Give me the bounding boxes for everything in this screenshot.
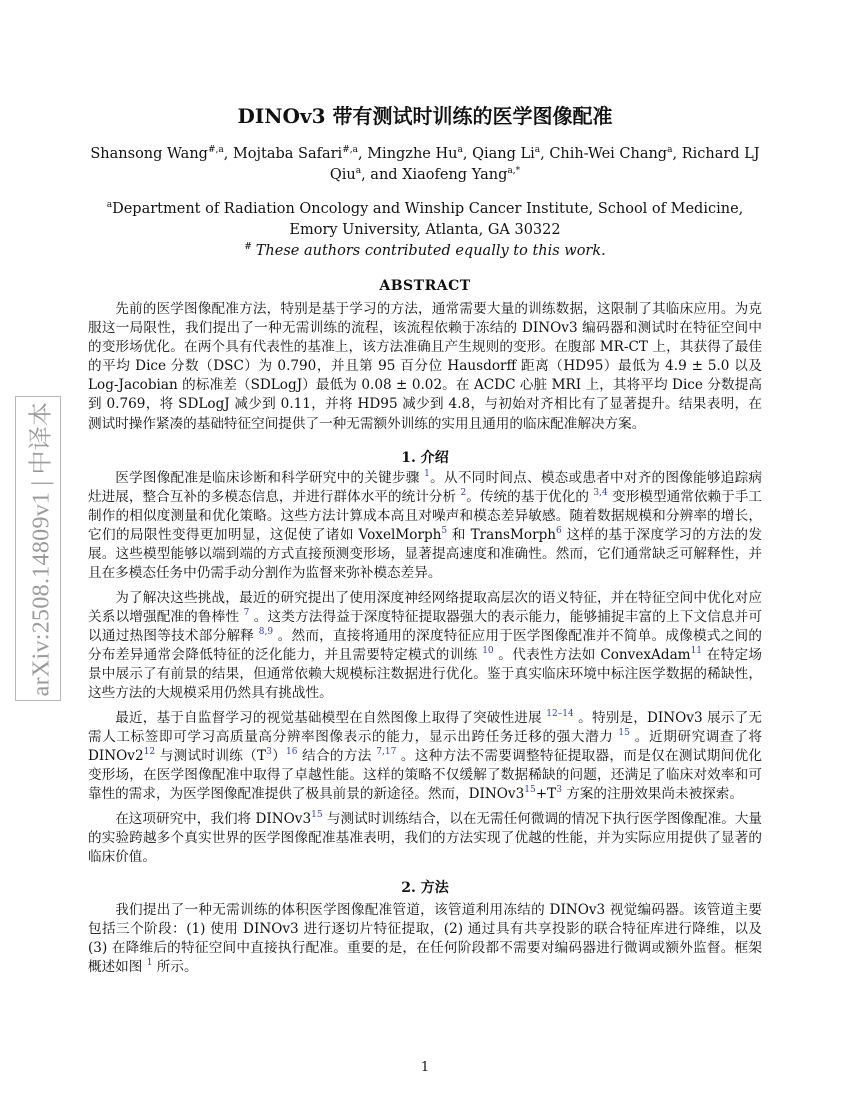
paragraph: 我们提出了一种无需训练的体积医学图像配准管道，该管道利用冻结的 DINOv3 视觉编码器。该管道主要包括三个阶段：(1) 使用 DINOv3 进行逐切片特征提取，(2) 通过具有共享投影的联合特征库进行降维，以及 (3) 在降维后的特征空间中直接执行配准。重要的是，在任何阶段都不需要对编码器进行微调或额外监督。框架概述如图 $^1$ 所示。 [88, 902, 762, 975]
citation-link[interactable]: 3 [266, 747, 272, 757]
citation-link[interactable]: 2 [460, 488, 467, 498]
author-list: Shansong Wang$^{\#,a}$, Mojtaba Safari$^{\#,a}$, Mingzhe Hu$^a$, Qiang Li$^a$, Chih-Wei Chang$^a$, Richard LJ Qiu$^a$, and Xiaofeng Yang$^{a,*}$ [90, 145, 760, 183]
affiliation-block [88, 199, 762, 262]
abstract-heading: ABSTRACT [379, 278, 471, 294]
citation-link[interactable]: 3,4 [593, 488, 608, 498]
note-mark: # [244, 242, 252, 252]
citation-link[interactable]: 15 [618, 728, 630, 738]
citation-link[interactable]: 12–14 [546, 709, 574, 719]
section-1-heading: 1. 介绍 [401, 450, 449, 466]
author-name: Mojtaba Safari [232, 146, 343, 162]
author-affil-mark: #,a [342, 145, 358, 155]
citation-link[interactable]: 15 [311, 810, 323, 820]
citation-link[interactable]: 16 [286, 747, 298, 757]
paragraph: 医学图像配准是临床诊断和科学研究中的关键步骤 $^1$。从不同时间点、模态或患者中对齐的图像能够追踪病灶进展，整合互补的多模态信息，并进行群体水平的统计分析 $^2$。传统的基于优化的 $^{3,4}$ 变形模型通常依赖于手工制作的相似度测量和优化策略。这些方法计算成本高且对噪声和模态差异敏感。随着数据规模和分辨率的增长，它们的局限性变得更加明显，这促使了诸如 VoxelMorph$^5$ 和 TransMorph$^6$ 这样的基于深度学习的方法的发展。这些模型能够以端到端的方式直接预测变形场，显著提高速度和准确性。然而，它们通常缺乏可解释性，并且在多模态任务中仍需手动分割作为监督来弥补模态差异。 [88, 469, 762, 581]
paragraph: 为了解决这些挑战，最近的研究提出了使用深度神经网络提取高层次的语义特征，并在特征空间中优化对应关系以增强配准的鲁棒性 $^7$ 。这类方法得益于深度特征提取器强大的表示能力，能够捕捉丰富的上下文信息并可以通过热图等技术部分解释 $^{8,9}$ 。然而，直接将通用的深度特征应用于医学图像配准并不简单。成像模式之间的分布差异通常会降低特征的泛化能力，并且需要特定模式的训练 $^{10}$ 。代表性方法如 ConvexAdam$^{11}$ 在特定场景中展示了有前景的结果，但通常依赖大规模标注数据进行优化。鉴于真实临床环境中标注医学数据的稀缺性，这些方法的大规模采用仍然具有挑战性。 [88, 590, 763, 701]
affiliation-text: Department of Radiation Oncology and Winship Cancer Institute, School of Medicine, Emory University, Atlanta, GA 30322 [112, 201, 744, 238]
abstract-text: 先前的医学图像配准方法，特别是基于学习的方法，通常需要大量的训练数据，这限制了其临床应用。为克服这一局限性，我们提出了一种无需训练的流程，该流程依赖于冻结的 DINOv3 编码器和测试时在特征空间中的变形场优化。在两个具有代表性的基准上，该方法准确且产生规则的变形。在腹部 MR-CT 上，其获得了最佳的平均 Dice 分数（DSC）为 0.790，并且第 95 百分位 Hausdorff 距离（HD95）最低为 4.9 ± 5.0 以及 Log-Jacobian 的标准差（SDLogJ）最低为 0.08 ± 0.02。在 ACDC 心脏 MRI 上，其将平均 Dice 分数提高到 0.769，将 SDLogJ 减少到 0.11，并将 HD95 减少到 4.8，与初始对齐相比有了显著提升。结果表明，在测试时操作紧凑的基础特征空间提供了一种无需额外训练的实用且通用的临床配准解决方案。 [88, 301, 762, 432]
author-name: Shansong Wang [90, 146, 208, 162]
arxiv-id: arXiv:2508.14809v1 [28, 491, 55, 696]
citation-link[interactable]: 11 [690, 646, 703, 656]
affiliation [88, 199, 762, 241]
author-name: Xiaofeng Yang [402, 167, 508, 183]
citation-link[interactable]: 15 [524, 785, 536, 795]
citation-link[interactable]: 1 [146, 958, 153, 968]
author-affil-mark: a [457, 145, 463, 155]
translation-label: 中译本 [28, 401, 55, 475]
note-text: These authors contributed equally to this work. [255, 243, 606, 259]
citation-link[interactable]: 8,9 [258, 627, 274, 637]
section-2-body [88, 901, 762, 983]
citation-link[interactable]: 6 [556, 526, 562, 536]
affiliation-mark: a [106, 200, 113, 210]
author-affil-mark: a [534, 145, 541, 155]
author-affil-mark: #,a [207, 145, 224, 155]
author-name: Qiang Li [472, 146, 535, 162]
author-name: Chih-Wei Chang [549, 146, 668, 162]
equal-contribution-note [88, 241, 762, 262]
paper-title: DINOv3 带有测试时训练的医学图像配准 [237, 104, 613, 128]
citation-link[interactable]: 1 [424, 469, 430, 479]
citation-link[interactable]: 7 [243, 608, 250, 618]
author-affil-mark: a [355, 166, 362, 176]
arxiv-watermark[interactable] [15, 396, 61, 701]
paragraph: 最近，基于自监督学习的视觉基础模型在自然图像上取得了突破性进展 $^{12-14}$ 。特别是，DINOv3 展示了无需人工标签即可学习高质量高分辨率图像表示的能力，显示出跨任务迁移的强大潜力 $^{15}$ 。近期研究调查了将 DINOv2$^{12}$ 与测试时训练（T$^3$）$^{16}$ 结合的方法 $^{7,17}$ 。这种方法不需要调整特征提取器，而是仅在测试期间优化变形场，在医学图像配准中取得了卓越性能。这样的策略不仅缓解了数据稀缺的问题，还满足了临床对效率和可靠性的需求，为医学图像配准提供了极具前景的新途径。然而，DINOv3$^{15}$+T$^3$ 方案的注册效果尚未被探索。 [88, 709, 762, 802]
section-2-heading: 2. 方法 [401, 880, 449, 896]
page-number: 1 [420, 1060, 430, 1075]
arxiv-watermark-text: arXiv:2508.14809v1|中译本 [28, 401, 55, 696]
citation-link[interactable]: 12 [143, 747, 156, 757]
section-1-body [88, 469, 762, 873]
author-affil-mark: a,* [507, 166, 521, 176]
citation-link[interactable]: 10 [482, 646, 494, 656]
author-affil-mark: a [667, 145, 673, 155]
paragraph: 在这项研究中，我们将 DINOv3$^{15}$ 与测试时训练结合，以在无需任何微调的情况下执行医学图像配准。大量的实验跨越多个真实世界的医学图像配准基准表明，我们的方法实现了优越的性能，并为实际应用提供了显著的临床价值。 [88, 810, 762, 865]
citation-link[interactable]: 3 [556, 785, 562, 795]
citation-link[interactable]: 7,17 [376, 747, 397, 757]
author-name: Richard LJ Qiu [329, 146, 760, 183]
author-name: Mingzhe Hu [367, 146, 458, 162]
citation-link[interactable]: 5 [441, 526, 448, 536]
